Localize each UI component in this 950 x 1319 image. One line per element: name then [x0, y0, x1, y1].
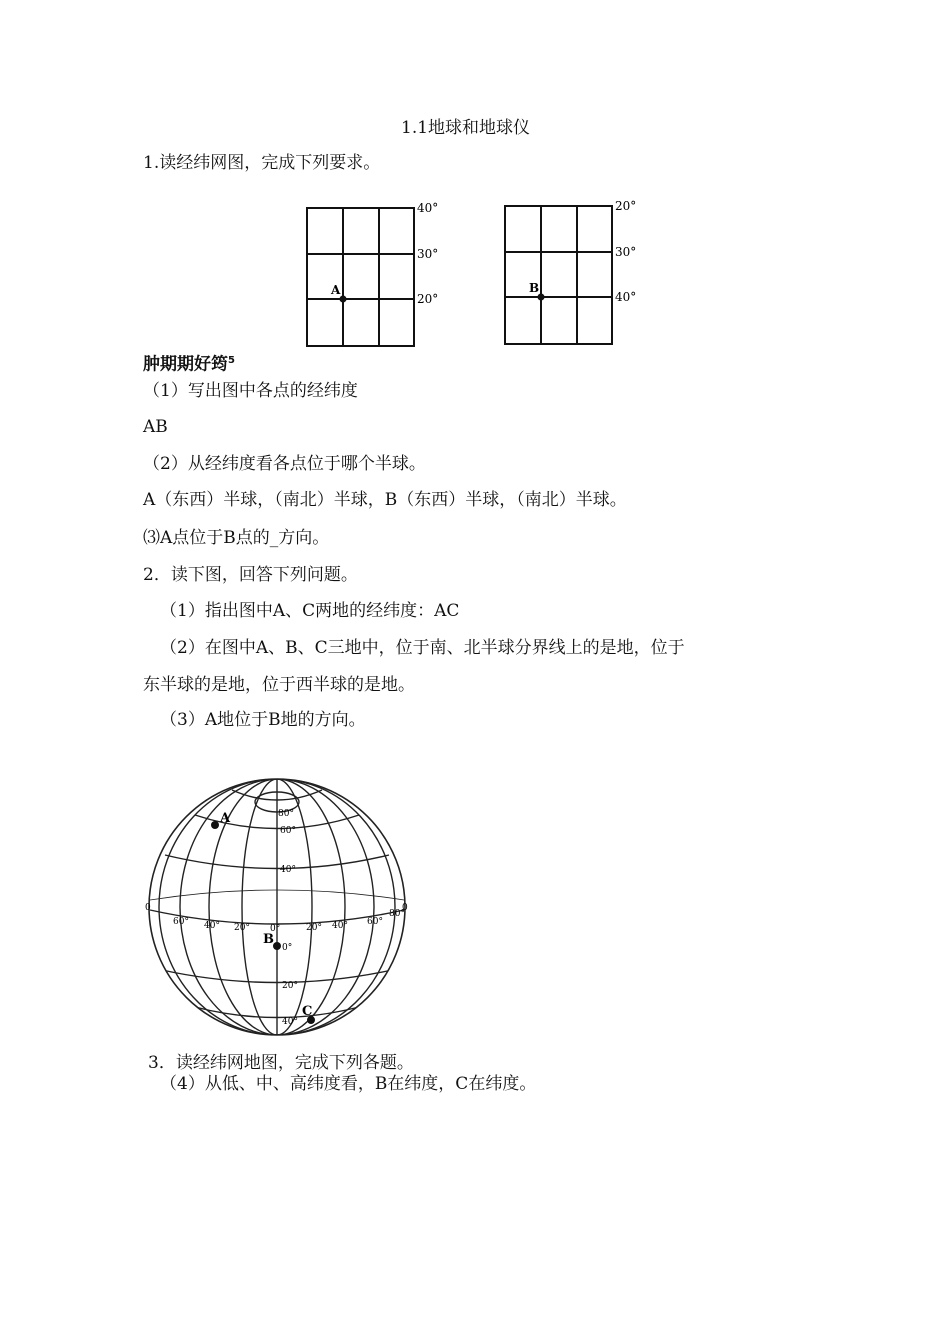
lat-label: 0° [282, 943, 293, 953]
garbled-line: 肿期期好筠$^5$ [143, 354, 235, 375]
lon-label: 60° [367, 917, 383, 927]
point-a-marker [211, 821, 219, 829]
question-2-sub-1: （1）指出图中A、C两地的经纬度：AC [160, 601, 460, 621]
question-2-sub-3: （3）A地位于B地的方向。 [160, 710, 366, 730]
lat-label: 30° [417, 247, 439, 261]
page-title: 1.1地球和地球仪 [401, 118, 531, 138]
lon-label: 40° [204, 921, 220, 931]
question-1-sub-2: （2）从经纬度看各点位于哪个半球。 [143, 454, 426, 474]
lon-label: 20° [306, 923, 322, 933]
answer-line-1: AB [143, 417, 168, 437]
lat-label: 20° [417, 292, 439, 306]
point-a-marker [340, 296, 347, 303]
question-1-sub-1: （1）写出图中各点的经纬度 [143, 381, 358, 401]
lat-lon-grid-left [300, 196, 460, 356]
lat-label: 40° [417, 201, 439, 215]
lat-label: 80° [278, 809, 294, 819]
question-3-sub-4: （4）从低、中、高纬度看，B在纬度，C在纬度。 [160, 1074, 537, 1094]
point-a-label: A [331, 283, 341, 297]
point-a-label: A [220, 811, 231, 826]
lat-label: 40° [615, 290, 637, 304]
lon-label: 0° [270, 924, 281, 934]
question-2-prompt: 2．读下图，回答下列问题。 [143, 565, 358, 585]
lat-label: 20° [282, 981, 298, 991]
lat-label: 30° [615, 245, 637, 259]
lat-lon-grid-right [498, 196, 658, 356]
lat-label: 60° [280, 826, 296, 836]
edge-label: 0 [145, 903, 151, 913]
lon-label: 80° [389, 909, 405, 919]
lon-label: 40° [332, 921, 348, 931]
lat-label: 40° [280, 865, 296, 875]
globe-diagram [140, 770, 415, 1045]
point-b-label: B [263, 932, 274, 947]
lon-label: 20° [234, 923, 250, 933]
point-b-marker [273, 942, 281, 950]
lon-label: 60° [173, 917, 189, 927]
point-b-label: B [529, 281, 540, 295]
question-1-prompt: 1.读经纬网图，完成下列要求。 [143, 153, 381, 173]
question-3-prompt: 3．读经纬网地图，完成下列各题。 [148, 1053, 414, 1073]
lat-label: 40° [282, 1017, 298, 1027]
question-1-sub-3: ⑶A点位于B点的_方向。 [143, 528, 330, 548]
edge-label: 0 [402, 903, 408, 913]
question-2-sub-2-line-2: 东半球的是地，位于西半球的是地。 [143, 675, 415, 695]
question-2-sub-2-line-1: （2）在图中A、B、C三地中，位于南、北半球分界线上的是地，位于 [160, 638, 685, 658]
lat-label: 20° [615, 199, 637, 213]
answer-line-2: A（东西）半球，（南北）半球，B（东西）半球，（南北）半球。 [143, 490, 627, 510]
point-c-label: C [302, 1004, 313, 1019]
